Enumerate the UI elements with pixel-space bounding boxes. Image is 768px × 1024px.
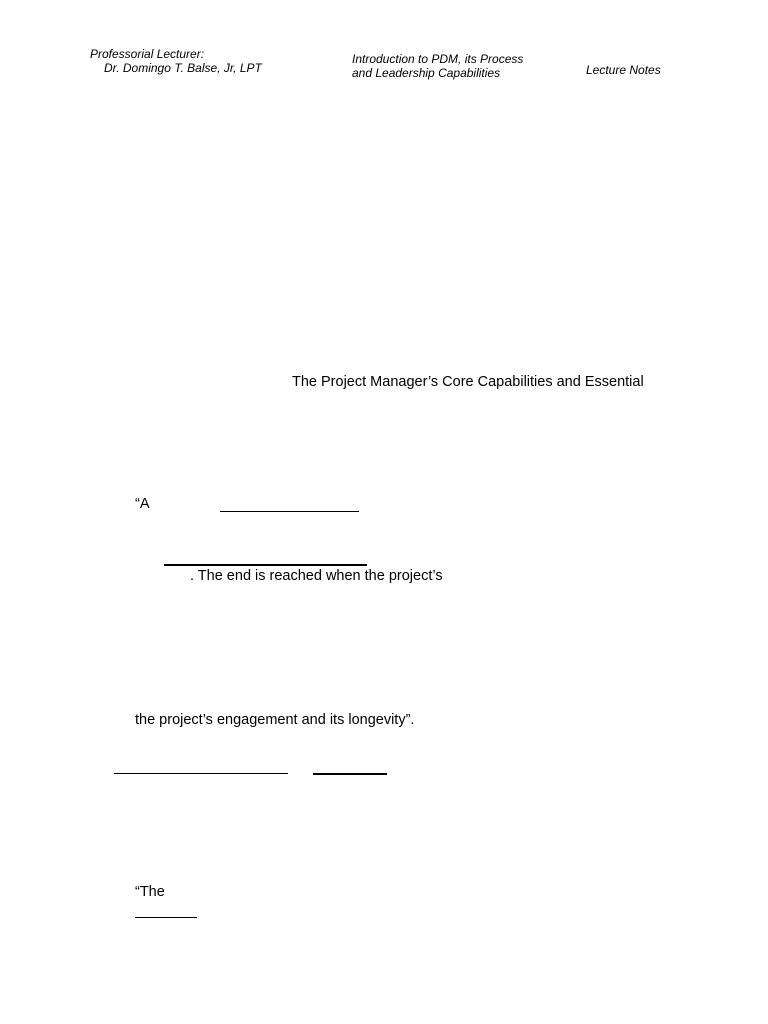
- blank-line: [313, 773, 387, 775]
- quote-start-a: “A: [135, 496, 150, 512]
- quote-start-the: “The: [135, 884, 165, 900]
- course-title-line1: Introduction to PDM, its Process: [352, 52, 524, 66]
- section-title: The Project Manager’s Core Capabilities and Essential: [292, 374, 644, 390]
- paragraph-text: the project’s engagement and its longevity”.: [135, 712, 415, 728]
- blank-line: [114, 773, 288, 774]
- paragraph-text: . The end is reached when the project’s: [190, 568, 443, 584]
- lecturer-label: Professorial Lecturer:: [90, 47, 205, 61]
- lecturer-name: Dr. Domingo T. Balse, Jr, LPT: [104, 61, 262, 75]
- course-title-line2: and Leadership Capabilities: [352, 66, 501, 80]
- blank-line: [164, 564, 367, 566]
- blank-line: [220, 511, 359, 512]
- document-type-label: Lecture Notes: [586, 63, 661, 77]
- blank-line: [135, 917, 197, 918]
